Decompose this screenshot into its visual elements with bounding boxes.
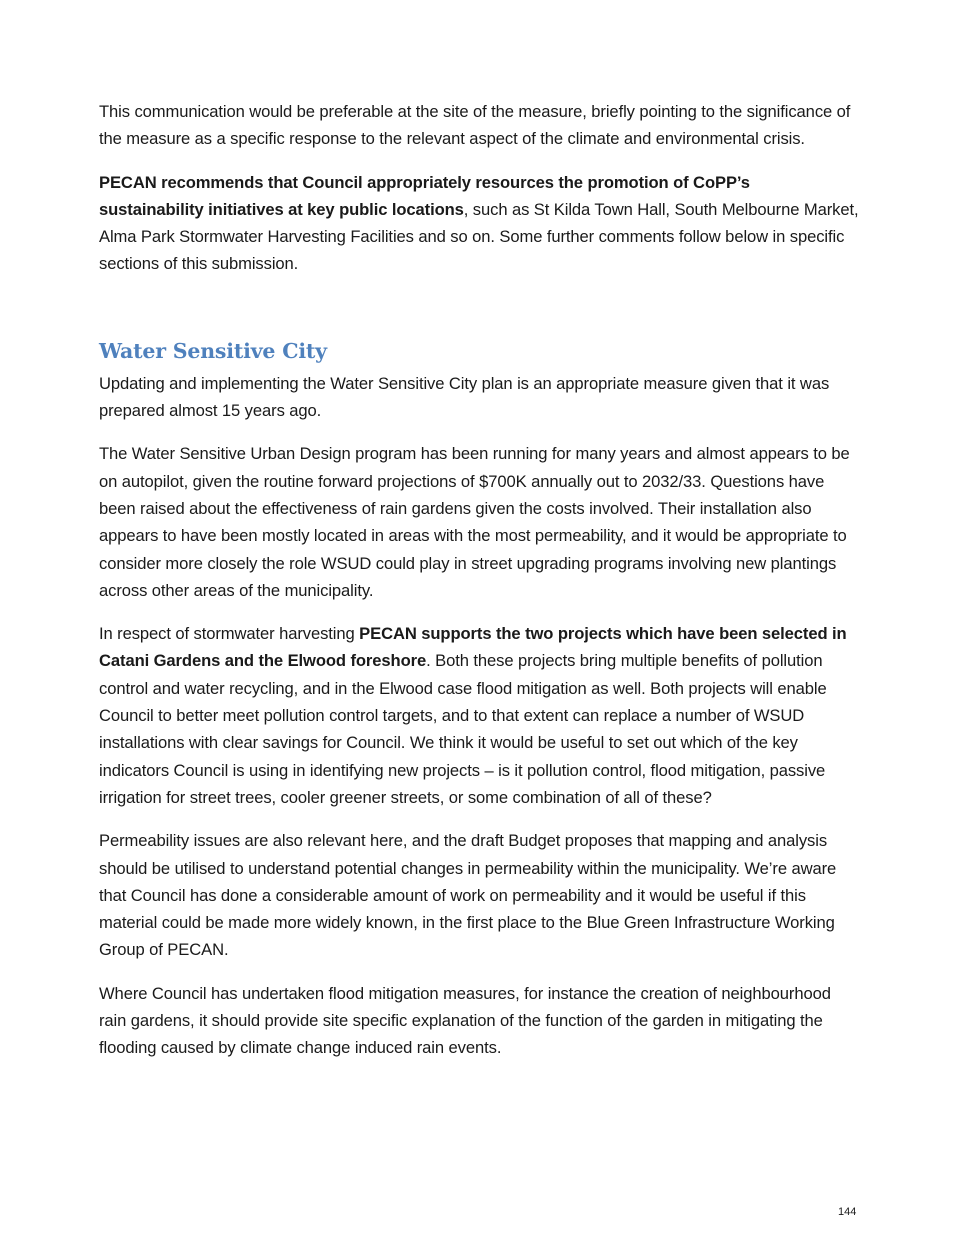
page-number: 144 — [838, 1206, 857, 1218]
section-paragraph-5: Where Council has undertaken flood mitigation measures, for instance the creation of neighbourhood rain gardens, it should provide site specific explanation of the function of the garden in mitigating the flooding caused by climate change induced rain events. — [99, 983, 831, 1058]
intro-paragraph-2 — [99, 169, 859, 278]
section-paragraph-4: Permeability issues are also relevant here, and the draft Budget proposes that mapping and analysis should be utilised to understand potential changes in permeability within the municipality. We’re aware that Council has done a considerable amount of work on permeability and it would be useful if this material could be made more widely known, in the first place to the Blue Green Infrastructure Working Group of PECAN. — [99, 831, 837, 960]
stormwater-rest: . Both these projects bring multiple benefits of pollution control and water recycling, and in the Elwood case flood mitigation as well. Both projects will enable Council to better meet pollution control targets, and to that extent can replace a number of WSUD installations with clear savings for Council. We think it would be useful to set out which of the key indicators Council is using in identifying new projects – is it pollution control, flood mitigation, passive irrigation for street trees, cooler greener streets, or some combination of all of these? — [99, 651, 827, 807]
recommendation-rest: , such as St Kilda Town Hall, South Melbourne Market, Alma Park Stormwater Harvesting Facilities and so on. Some further comments follow below in specific sections of this submission. — [99, 199, 859, 274]
section-paragraph-3 — [99, 620, 859, 811]
recommendation-bold: PECAN recommends that Council appropriately resources the promotion of CoPP’s sustainability initiatives at key public locations — [99, 172, 750, 219]
intro-paragraph-1: This communication would be preferable at the site of the measure, briefly pointing to the significance of the measure as a specific response to the relevant aspect of the climate and environmental crisis. — [99, 102, 851, 149]
document-page — [99, 98, 859, 1078]
stormwater-support-bold: PECAN supports the two projects which have been selected in Catani Gardens and the Elwood foreshore — [99, 624, 847, 671]
section-paragraph-2: The Water Sensitive Urban Design program has been running for many years and almost appears to be on autopilot, given the routine forward projections of $700K annually out to 2032/33. Questions have been raised about the effectiveness of rain gardens given the costs involved. Their installation also appears to have been mostly located in areas with the most permeability, and it would be appropriate to consider more closely the role WSUD could play in street upgrading programs involving new plantings across other areas of the municipality. — [99, 444, 850, 600]
section-paragraph-1: Updating and implementing the Water Sensitive City plan is an appropriate measure given that it was prepared almost 15 years ago. — [99, 373, 830, 421]
section-heading: Water Sensitive City — [99, 338, 327, 363]
stormwater-intro: In respect of stormwater harvesting — [99, 624, 360, 644]
